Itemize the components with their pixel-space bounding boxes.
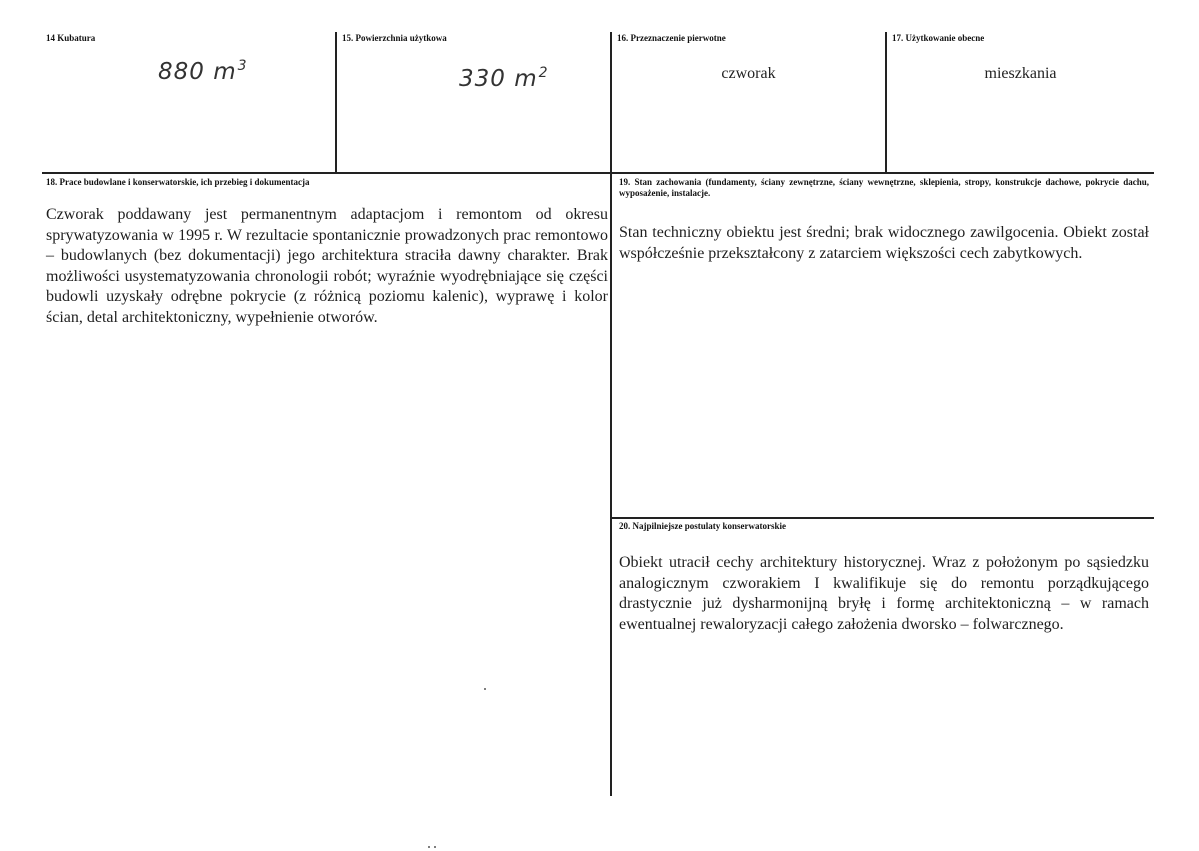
kubatura-number: 880 [158, 59, 205, 85]
kubatura-exponent: 3 [237, 58, 248, 74]
field-label-kubatura: 14 Kubatura [46, 33, 96, 43]
divider-top-row [42, 172, 1154, 174]
powierzchnia-exponent: 2 [538, 65, 549, 81]
przeznaczenie-value: czworak [721, 65, 776, 82]
powierzchnia-number: 330 [459, 66, 506, 92]
divider-15-16 [610, 32, 612, 796]
field-label-uzytkowanie: 17. Użytkowanie obecne [892, 33, 985, 43]
scan-speck [484, 688, 486, 690]
field-label-postulaty: 20. Najpilniejsze postulaty konserwatorskie [619, 521, 786, 531]
scan-speck [434, 846, 436, 848]
divider-14-15 [335, 32, 337, 174]
divider-16-17 [885, 32, 887, 174]
powierzchnia-unit: m [514, 66, 538, 92]
scan-speck [428, 846, 430, 848]
postulaty-text: Obiekt utracił cechy architektury historycznej. Wraz z położonym po sąsiedzku analogicznym czworakiem I kwalifikuje się do remontu porządkującego drastycznie już dysharmonijną bryłę i formę architektoniczną – w ramach ewentualnej rewaloryzacji całego założenia dworsko – folwarcznego. [619, 554, 1149, 633]
stan-text: Stan techniczny obiektu jest średni; brak widocznego zawilgocenia. Obiekt został współcześnie przekształcony z zatarciem większości cech zabytkowych. [619, 224, 1149, 262]
field-label-prace: 18. Prace budowlane i konserwatorskie, ich przebieg i dokumentacja [46, 177, 310, 187]
field-label-powierzchnia: 15. Powierzchnia użytkowa [342, 33, 447, 43]
field-label-stan: 19. Stan zachowania (fundamenty, ściany zewnętrzne, ściany wewnętrzne, sklepienia, stropy, konstrukcje dachowe, pokrycie dachu, wyposażenie, instalacje. [619, 177, 1149, 198]
kubatura-handwritten-value [158, 58, 248, 85]
prace-text: Czworak poddawany jest permanentnym adaptacjom i remontom od okresu sprywatyzowania w 1995 r. W rezultacie spontanicznie prowadzonych prac remontowo – budowlanych (bez dokumentacji) jego architektura straciła dawny charakter. Brak możliwości usystematyzowania chronologii robót; wyraźnie wyodrębniające się części budowli uzyskały odrębne pokrycie (z różnicą poziomu kalenic), wyprawę i kolor ścian, detal architektoniczny, wypełnienie otworów. [46, 206, 608, 326]
divider-section-20 [612, 517, 1154, 519]
powierzchnia-handwritten-value [459, 65, 549, 92]
uzytkowanie-value: mieszkania [984, 65, 1057, 82]
field-label-przeznaczenie: 16. Przeznaczenie pierwotne [617, 33, 726, 43]
kubatura-unit: m [213, 59, 237, 85]
